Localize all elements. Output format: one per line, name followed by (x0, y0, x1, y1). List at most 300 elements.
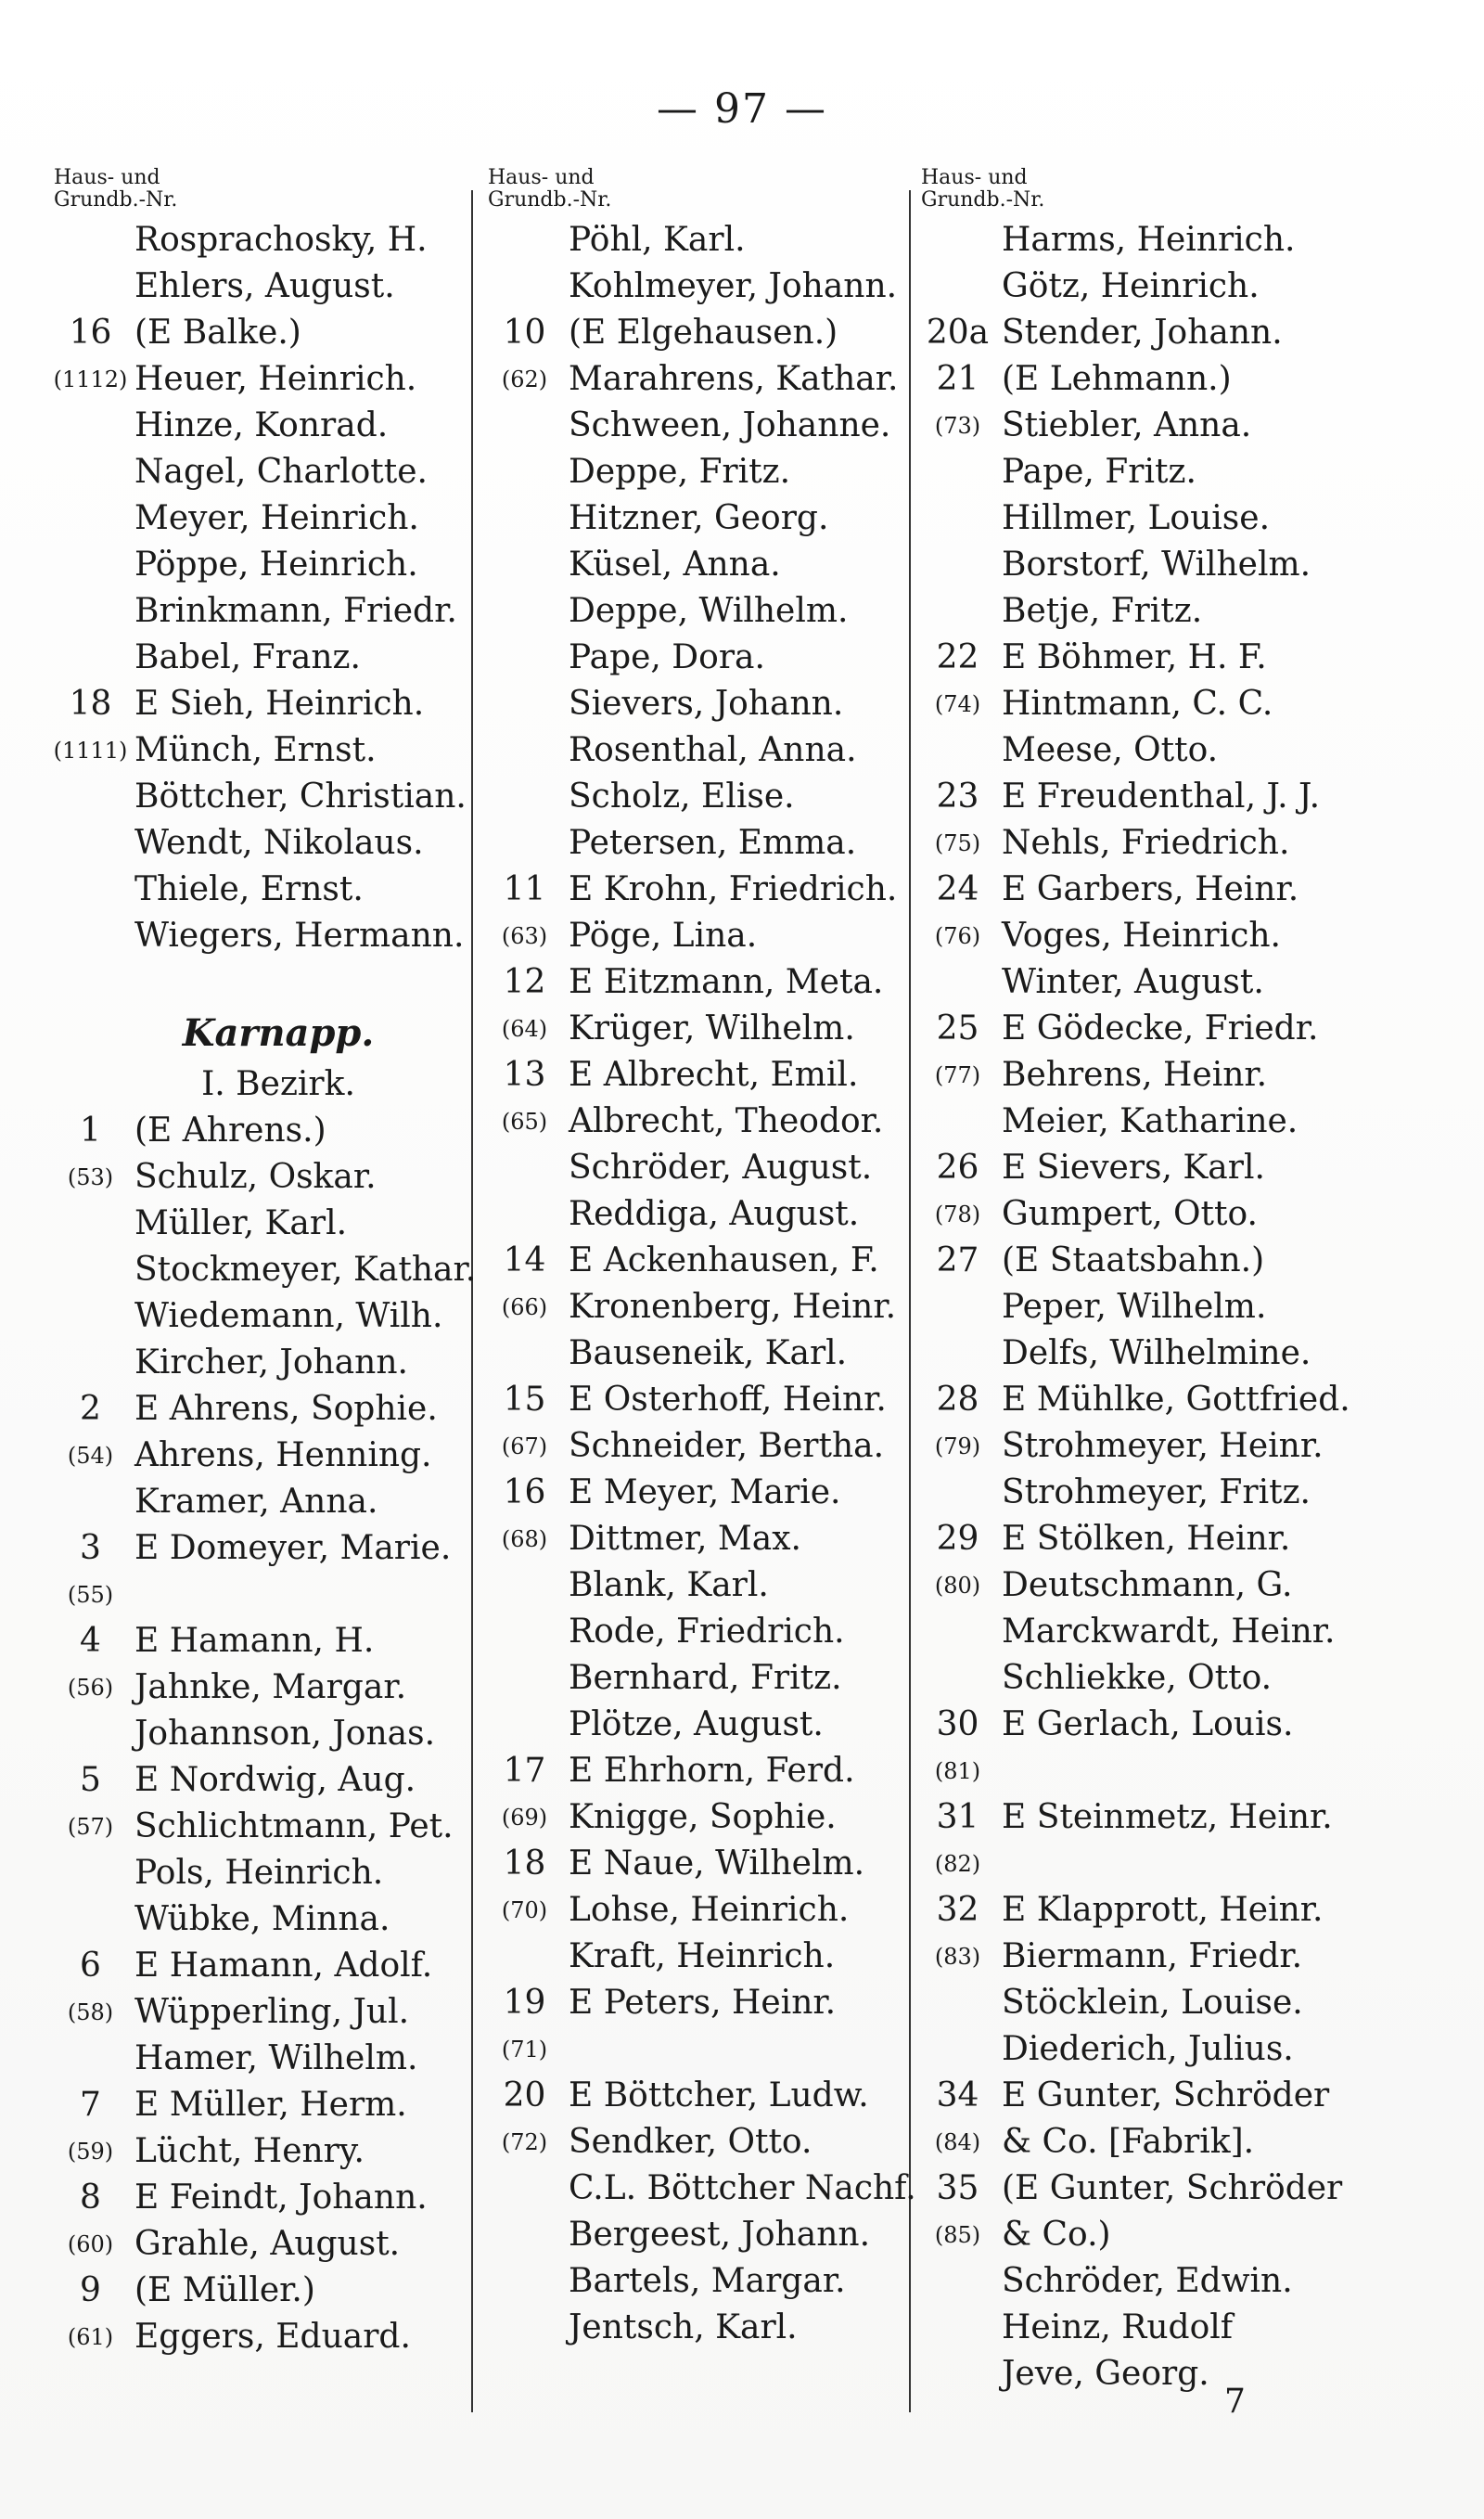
house-number-block (480, 1052, 569, 1145)
entry-resident: Kohlmeyer, Johann. (569, 267, 898, 305)
entry-resident: Schulz, Oskar. (134, 1158, 377, 1196)
house-number-block (914, 867, 1002, 959)
grundbuch-number: (59) (67, 2139, 114, 2165)
grundbuch-number: (70) (501, 1897, 548, 1923)
grundbuch-number: (57) (67, 1814, 114, 1840)
house-number: 28 (936, 1381, 979, 1419)
house-number: 18 (69, 685, 112, 723)
entry-owner: E Sievers, Karl. (1002, 1149, 1265, 1187)
address-entry (46, 217, 482, 310)
address-entry (46, 1618, 482, 1757)
address-entry (46, 1525, 482, 1618)
entry-resident: Voges, Heinrich. (1002, 917, 1281, 955)
entry-owner: (E Lehmann.) (1002, 360, 1232, 398)
address-entry (914, 1145, 1470, 1238)
entry-resident: Deutschmann, G. (1002, 1566, 1293, 1604)
entry-owner: E Albrecht, Emil. (569, 1056, 859, 1094)
entry-owner: E Mühlke, Gottfried. (1002, 1381, 1350, 1419)
address-entry (914, 635, 1470, 774)
house-number: 5 (80, 1761, 101, 1799)
entry-owner: Stender, Johann. (1002, 314, 1283, 352)
house-number: 20a (926, 314, 990, 352)
house-number-block (46, 681, 134, 774)
address-entry (914, 1377, 1470, 1516)
entry-resident: Hamer, Wilhelm. (134, 2039, 418, 2077)
grundbuch-number: (78) (934, 1202, 981, 1227)
house-number: 30 (936, 1705, 979, 1743)
entry-owner: E Müller, Herm. (134, 2086, 407, 2124)
entry-owner: E Stölken, Heinr. (1002, 1520, 1291, 1558)
entry-resident: Meyer, Heinrich. (134, 499, 419, 537)
entry-resident: Schröder, Edwin. (1002, 2262, 1293, 2300)
entry-resident: Meese, Otto. (1002, 731, 1219, 769)
entry-resident (134, 1572, 482, 1618)
entry-owner: E Gödecke, Friedr. (1002, 1009, 1319, 1047)
grundbuch-number: (75) (934, 830, 981, 856)
entry-resident: & Co.) (1002, 2216, 1111, 2254)
house-number: 24 (936, 870, 979, 908)
entry-resident: Winter, August. (1002, 963, 1264, 1001)
entry-resident: Dittmer, Max. (569, 1520, 801, 1558)
entry-resident: Pape, Fritz. (1002, 453, 1196, 491)
address-entry (914, 356, 1470, 635)
entry-resident: Delfs, Wilhelmine. (1002, 1334, 1311, 1372)
entry-owner: E Peters, Heinr. (569, 1984, 837, 2022)
entry-resident: Küsel, Anna. (569, 546, 781, 584)
house-number-block (480, 1238, 569, 1330)
entry-resident: Diederich, Julius. (1002, 2030, 1294, 2068)
entry-owner: E Gerlach, Louis. (1002, 1705, 1294, 1743)
column-header-line: Grundb.-Nr. (488, 188, 612, 212)
grundbuch-number: (1111) (53, 738, 128, 764)
grundbuch-number: (84) (934, 2129, 981, 2155)
house-number: 10 (503, 314, 546, 352)
house-number: 9 (80, 2271, 101, 2309)
grundbuch-number: (68) (501, 1526, 548, 1552)
house-number-block (480, 310, 569, 403)
house-number: 32 (936, 1891, 979, 1929)
entry-owner: (E Gunter, Schröder (1002, 2169, 1343, 2207)
house-number-block (914, 1702, 1002, 1794)
house-number-block (46, 1757, 134, 1850)
column-header-line: Grundb.-Nr. (54, 188, 178, 212)
house-number: 22 (936, 638, 979, 676)
entry-owner: E Steinmetz, Heinr. (1002, 1798, 1333, 1836)
column-header (488, 167, 921, 217)
entry-resident: Hintmann, C. C. (1002, 685, 1273, 723)
address-entry (480, 310, 921, 867)
house-number-block (914, 1377, 1002, 1470)
entry-resident: Gumpert, Otto. (1002, 1195, 1258, 1233)
entry-resident: Betje, Fritz. (1002, 592, 1203, 630)
entry-resident: Krüger, Wilhelm. (569, 1009, 855, 1047)
entry-resident: Münch, Ernst. (134, 731, 377, 769)
entry-owner: E Sieh, Heinrich. (134, 685, 425, 723)
entry-owner: Rosprachosky, H. (134, 221, 428, 259)
address-entry (480, 1748, 921, 1841)
address-entry (914, 1516, 1470, 1702)
address-entry (914, 867, 1470, 1006)
address-entry (914, 1887, 1470, 2073)
entry-resident: Wendt, Nikolaus. (134, 824, 424, 862)
entry-resident: Rode, Friedrich. (569, 1613, 845, 1651)
grundbuch-number: (58) (67, 1999, 114, 2025)
entry-resident: Schneider, Bertha. (569, 1427, 885, 1465)
house-number-block (46, 1386, 134, 1479)
entry-resident: Pöppe, Heinrich. (134, 546, 418, 584)
address-entry (480, 1841, 921, 1980)
address-entry (914, 774, 1470, 867)
house-number: 16 (69, 314, 112, 352)
address-entry (46, 2082, 482, 2175)
page-number: — 97 — (657, 85, 827, 133)
entry-owner: E Hamann, H. (134, 1622, 375, 1660)
entry-resident: Sievers, Johann. (569, 685, 844, 723)
house-number: 6 (80, 1947, 101, 1985)
address-entry (46, 1943, 482, 2082)
house-number: 11 (503, 870, 546, 908)
entry-resident: Scholz, Elise. (569, 778, 795, 816)
entry-resident: Stockmeyer, Kathar. (134, 1251, 477, 1289)
house-number: 2 (80, 1390, 101, 1428)
entry-resident: Wübke, Minna. (134, 1900, 390, 1938)
grundbuch-number: (85) (934, 2222, 981, 2248)
house-number: 29 (936, 1520, 979, 1558)
column-header-line: Haus- und (54, 166, 160, 189)
entry-resident: Rosenthal, Anna. (569, 731, 857, 769)
column-header (921, 167, 1470, 217)
address-entry (914, 1006, 1470, 1145)
entry-owner: E Böhmer, H. F. (1002, 638, 1267, 676)
entry-resident: Sendker, Otto. (569, 2123, 812, 2161)
house-number: 34 (936, 2076, 979, 2114)
entry-owner: E Osterhoff, Heinr. (569, 1381, 887, 1419)
entry-resident: Pols, Heinrich. (134, 1854, 384, 1892)
house-number-block (914, 310, 1002, 356)
entry-resident: Wüpperling, Jul. (134, 1993, 410, 2031)
entry-owner: (E Balke.) (134, 314, 301, 352)
entry-owner: Harms, Heinrich. (1002, 221, 1296, 259)
house-number-block (480, 1980, 569, 2073)
entry-resident: Reddiga, August. (569, 1195, 860, 1233)
entry-resident: Schween, Johanne. (569, 406, 891, 444)
entry-owner: (E Müller.) (134, 2271, 315, 2309)
entry-owner: E Garbers, Heinr. (1002, 870, 1299, 908)
entry-owner: E Hamann, Adolf. (134, 1947, 433, 1985)
entry-owner: (E Ahrens.) (134, 1112, 326, 1150)
entry-owner: E Ahrens, Sophie. (134, 1390, 438, 1428)
entry-resident: Hillmer, Louise. (1002, 499, 1271, 537)
grundbuch-number: (60) (67, 2231, 114, 2257)
entry-resident: Schlichtmann, Pet. (134, 1807, 454, 1845)
entry-owner: (E Elgehausen.) (569, 314, 838, 352)
grundbuch-number: (69) (501, 1805, 548, 1831)
grundbuch-number: (72) (501, 2129, 548, 2155)
house-number: 16 (503, 1473, 546, 1511)
entry-resident: Kronenberg, Heinr. (569, 1288, 897, 1326)
entry-resident: & Co. [Fabrik]. (1002, 2123, 1255, 2161)
entry-resident: Pape, Dora. (569, 638, 765, 676)
column-header-line: Haus- und (921, 166, 1028, 189)
entry-resident: Strohmeyer, Heinr. (1002, 1427, 1324, 1465)
entry-resident: Stiebler, Anna. (1002, 406, 1252, 444)
house-number: 25 (936, 1009, 979, 1047)
entry-resident (569, 2026, 921, 2073)
house-number: 15 (503, 1381, 546, 1419)
entry-resident: Deppe, Fritz. (569, 453, 791, 491)
address-entry (480, 2073, 921, 2351)
house-number-block (480, 959, 569, 1052)
house-number: 20 (503, 2076, 546, 2114)
entry-owner: E Ehrhorn, Ferd. (569, 1752, 855, 1790)
column-1 (46, 167, 482, 2360)
house-number: 21 (936, 360, 979, 398)
entry-resident: Heinz, Rudolf (1002, 2308, 1234, 2346)
house-number: 35 (936, 2169, 979, 2207)
house-number: 26 (936, 1149, 979, 1187)
address-entry (914, 310, 1470, 356)
entry-owner: E Naue, Wilhelm. (569, 1844, 865, 1883)
grundbuch-number: (55) (67, 1582, 114, 1608)
entry-owner: E Klapprott, Heinr. (1002, 1891, 1324, 1929)
house-number-block (480, 1748, 569, 1841)
entry-resident: Eggers, Eduard. (134, 2318, 411, 2356)
entry-resident: Nehls, Friedrich. (1002, 824, 1290, 862)
grundbuch-number: (71) (501, 2037, 548, 2063)
entry-owner: E Nordwig, Aug. (134, 1761, 416, 1799)
grundbuch-number: (82) (934, 1851, 981, 1877)
column-header-line: Haus- und (488, 166, 595, 189)
house-number-block (46, 1618, 134, 1711)
entry-owner: E Freudenthal, J. J. (1002, 778, 1321, 816)
entry-owner: E Feindt, Johann. (134, 2178, 428, 2217)
house-number: 19 (503, 1984, 546, 2022)
house-number-block (46, 2268, 134, 2360)
address-entry (914, 2166, 1470, 2397)
grundbuch-number: (81) (934, 1758, 981, 1784)
grundbuch-number: (63) (501, 923, 548, 949)
entry-owner: (E Staatsbahn.) (1002, 1241, 1265, 1279)
address-entry (480, 1980, 921, 2073)
section-title: Karnapp. (182, 1011, 375, 1055)
house-number-block (914, 2073, 1002, 2166)
house-number: 27 (936, 1241, 979, 1279)
address-entry (46, 681, 482, 959)
section-subtitle: I. Bezirk. (201, 1065, 355, 1103)
entry-resident: Peper, Wilhelm. (1002, 1288, 1267, 1326)
signature-mark: 7 (1224, 2383, 1246, 2421)
house-number-block (46, 1525, 134, 1618)
entry-owner: E Gunter, Schröder (1002, 2076, 1330, 2114)
house-number: 18 (503, 1844, 546, 1883)
grundbuch-number: (54) (67, 1443, 114, 1469)
column-3 (914, 167, 1470, 2397)
house-number-block (480, 867, 569, 959)
house-number: 17 (503, 1752, 546, 1790)
entry-resident: Hinze, Konrad. (134, 406, 389, 444)
house-number: 23 (936, 778, 979, 816)
house-number-block (914, 356, 1002, 449)
grundbuch-number: (77) (934, 1062, 981, 1088)
entry-resident: Babel, Franz. (134, 638, 361, 676)
entry-resident: Behrens, Heinr. (1002, 1056, 1268, 1094)
entry-resident: Johannson, Jonas. (134, 1715, 436, 1753)
column-header-line: Grundb.-Nr. (921, 188, 1045, 212)
address-entry (46, 310, 482, 681)
entry-owner: E Eitzmann, Meta. (569, 963, 884, 1001)
house-number-block (914, 635, 1002, 727)
grundbuch-number: (1112) (53, 366, 128, 392)
house-number: 7 (80, 2086, 101, 2124)
entry-resident: Borstorf, Wilhelm. (1002, 546, 1311, 584)
entry-resident: Schliekke, Otto. (1002, 1659, 1273, 1697)
entry-owner: E Krohn, Friedrich. (569, 870, 898, 908)
grundbuch-number: (61) (67, 2324, 114, 2350)
entry-resident: Thiele, Ernst. (134, 870, 364, 908)
entry-owner: Pöhl, Karl. (569, 221, 746, 259)
grundbuch-number: (74) (934, 691, 981, 717)
house-number-block (46, 1108, 134, 1201)
entry-resident: Heuer, Heinrich. (134, 360, 417, 398)
entry-resident: Stöcklein, Louise. (1002, 1984, 1303, 2022)
address-entry (480, 217, 921, 310)
entry-resident: Hitzner, Georg. (569, 499, 829, 537)
address-entry (914, 217, 1470, 310)
address-entry (480, 867, 921, 959)
entry-resident: C.L. Böttcher Nachf. (569, 2169, 916, 2207)
entry-resident: Ahrens, Henning. (134, 1436, 432, 1474)
entry-resident: Ehlers, August. (134, 267, 395, 305)
entry-resident: Meier, Katharine. (1002, 1102, 1298, 1140)
house-number-block (46, 310, 134, 403)
house-number: 1 (80, 1112, 101, 1150)
house-number-block (480, 1841, 569, 1934)
entry-resident: Wiedemann, Wilh. (134, 1297, 443, 1335)
house-number-block (914, 1238, 1002, 1284)
grundbuch-number: (64) (501, 1016, 548, 1042)
entry-resident: Bergeest, Johann. (569, 2216, 871, 2254)
entry-resident: Deppe, Wilhelm. (569, 592, 849, 630)
house-number-block (46, 2175, 134, 2268)
entry-resident (1002, 1841, 1470, 1887)
entry-resident: Lücht, Henry. (134, 2132, 365, 2170)
house-number-block (480, 2073, 569, 2166)
grundbuch-number: (67) (501, 1433, 548, 1459)
grundbuch-number: (53) (67, 1164, 114, 1190)
entry-resident: Jahnke, Margar. (134, 1668, 407, 1706)
entry-resident: Schröder, August. (569, 1149, 873, 1187)
address-entry (46, 2268, 482, 2360)
entry-resident: Biermann, Friedr. (1002, 1937, 1303, 1975)
address-entry (914, 1702, 1470, 1794)
house-number-block (480, 1470, 569, 1562)
entry-resident: Strohmeyer, Fritz. (1002, 1473, 1311, 1511)
house-number-block (914, 1887, 1002, 1980)
entry-resident: Bernhard, Fritz. (569, 1659, 842, 1697)
house-number-block (480, 1377, 569, 1470)
column-2 (480, 167, 921, 2351)
entry-resident: Pöge, Lina. (569, 917, 758, 955)
house-number-block (914, 1516, 1002, 1609)
grundbuch-number: (76) (934, 923, 981, 949)
grundbuch-number: (79) (934, 1433, 981, 1459)
address-entry (46, 1386, 482, 1525)
entry-resident: Blank, Karl. (569, 1566, 769, 1604)
house-number-block (914, 1145, 1002, 1238)
grundbuch-number: (80) (934, 1573, 981, 1599)
address-entry (480, 1052, 921, 1238)
address-entry (914, 1794, 1470, 1887)
house-number-block (914, 774, 1002, 867)
address-entry (480, 1377, 921, 1470)
house-number: 31 (936, 1798, 979, 1836)
entry-resident: Müller, Karl. (134, 1204, 348, 1242)
grundbuch-number: (73) (934, 413, 981, 439)
entry-resident: Grahle, August. (134, 2225, 401, 2263)
address-entry (480, 959, 921, 1052)
house-number: 8 (80, 2178, 101, 2217)
entry-resident: Marckwardt, Heinr. (1002, 1613, 1336, 1651)
entry-resident (1002, 1748, 1470, 1794)
grundbuch-number: (62) (501, 366, 548, 392)
house-number-block (914, 1006, 1002, 1099)
address-entry (480, 1470, 921, 1748)
entry-resident: Jeve, Georg. (1002, 2355, 1209, 2393)
house-number: 13 (503, 1056, 546, 1094)
entry-resident: Kraft, Heinrich. (569, 1937, 836, 1975)
entry-owner: E Domeyer, Marie. (134, 1529, 452, 1567)
entry-resident: Nagel, Charlotte. (134, 453, 428, 491)
entry-resident: Kramer, Anna. (134, 1483, 378, 1521)
house-number-block (914, 1794, 1002, 1887)
grundbuch-number: (83) (934, 1944, 981, 1970)
house-number-block (46, 1943, 134, 2036)
house-number-block (46, 2082, 134, 2175)
house-number: 14 (503, 1241, 546, 1279)
address-entry (914, 2073, 1470, 2166)
entry-resident: Jentsch, Karl. (569, 2308, 798, 2346)
address-entry (914, 1238, 1470, 1377)
house-number: 3 (80, 1529, 101, 1567)
column-header (54, 167, 482, 217)
entry-resident: Wiegers, Hermann. (134, 917, 465, 955)
grundbuch-number: (65) (501, 1109, 548, 1135)
address-entry (46, 1108, 482, 1386)
entry-resident: Lohse, Heinrich. (569, 1891, 850, 1929)
entry-resident: Knigge, Sophie. (569, 1798, 837, 1836)
address-entry (46, 1757, 482, 1943)
entry-resident: Plötze, August. (569, 1705, 824, 1743)
house-number-block (914, 2166, 1002, 2258)
entry-resident: Götz, Heinrich. (1002, 267, 1260, 305)
entry-owner: E Ackenhausen, F. (569, 1241, 879, 1279)
entry-resident: Bauseneik, Karl. (569, 1334, 848, 1372)
entry-resident: Marahrens, Kathar. (569, 360, 899, 398)
entry-resident: Bartels, Margar. (569, 2262, 846, 2300)
house-number: 12 (503, 963, 546, 1001)
grundbuch-number: (56) (67, 1675, 114, 1701)
entry-owner: E Böttcher, Ludw. (569, 2076, 869, 2114)
entry-resident: Albrecht, Theodor. (569, 1102, 884, 1140)
entry-resident: Petersen, Emma. (569, 824, 857, 862)
entry-resident: Kircher, Johann. (134, 1343, 408, 1382)
entry-owner: E Meyer, Marie. (569, 1473, 841, 1511)
house-number: 4 (80, 1622, 101, 1660)
address-entry (46, 2175, 482, 2268)
grundbuch-number: (66) (501, 1294, 548, 1320)
address-entry (480, 1238, 921, 1377)
entry-resident: Böttcher, Christian. (134, 778, 467, 816)
